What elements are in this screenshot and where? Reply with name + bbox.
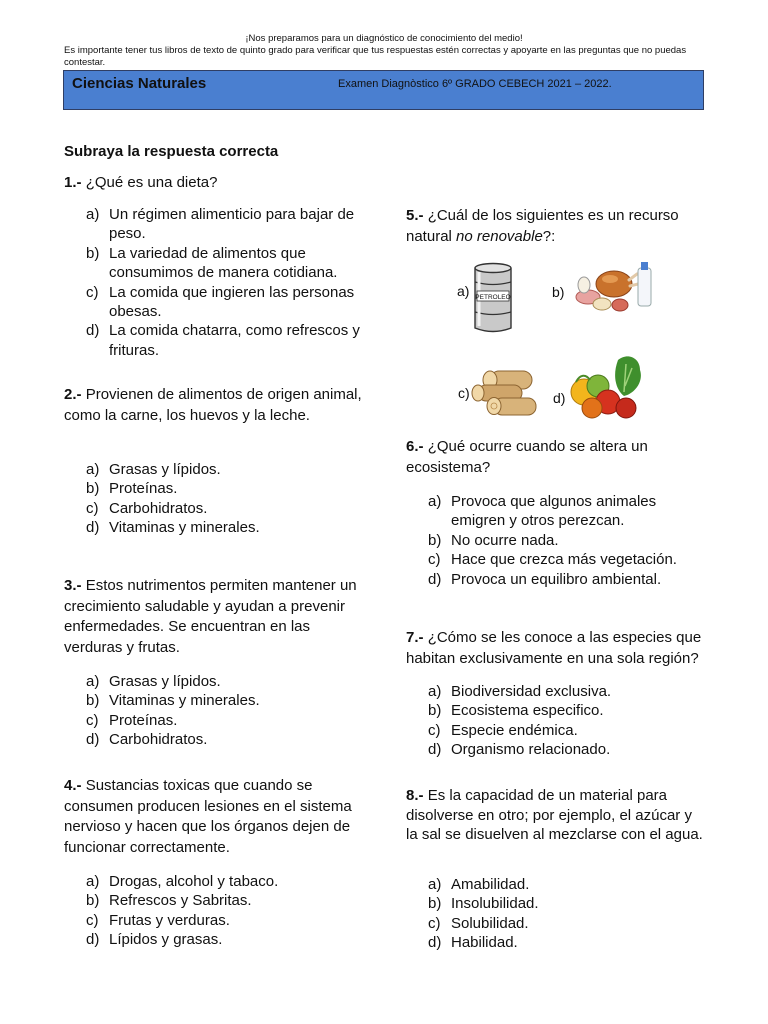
option[interactable] <box>86 479 366 498</box>
question-6 <box>406 437 706 478</box>
question-text: Sustancias toxicas que cuando se consumen producen lesiones en el sistema nervioso y hacen que los órganos dejen de funcionar correctamente. <box>64 777 352 857</box>
option-letter: c) <box>428 721 441 739</box>
option[interactable] <box>428 682 708 701</box>
firewood-logs-icon <box>470 368 538 418</box>
option-text: La comida chatarra, como refrescos y frituras. <box>109 322 360 359</box>
option-text: Lípidos y grasas. <box>109 931 223 949</box>
option-text: Insolubilidad. <box>451 895 539 913</box>
option[interactable] <box>86 518 366 537</box>
option[interactable] <box>86 283 366 322</box>
option-text: Carbohidratos. <box>109 499 208 517</box>
option-letter: c) <box>86 711 99 729</box>
header-topline: ¡Nos preparamos para un diagnóstico de conocimiento del medio! <box>245 33 523 44</box>
question-3 <box>64 576 364 659</box>
option-letter: a) <box>86 673 100 690</box>
option[interactable] <box>86 672 366 691</box>
question-number: 3.- <box>64 577 82 594</box>
option[interactable] <box>86 711 366 730</box>
option-letter: c) <box>86 283 99 301</box>
option-letter: b) <box>86 480 100 498</box>
question-number: 8.- <box>406 787 424 804</box>
question-text: ¿Cuál de los siguientes es un recurso natural <box>406 207 679 245</box>
option-letter: b) <box>428 702 442 720</box>
options-6 <box>428 492 708 589</box>
option-letter: a) <box>86 461 100 478</box>
question-4 <box>64 776 364 859</box>
options-8 <box>428 875 708 953</box>
option[interactable] <box>428 531 708 550</box>
question-text: Provienen de alimentos de origen animal, como la carne, los huevos y la leche. <box>64 386 362 424</box>
option[interactable] <box>86 460 366 479</box>
option-text: Habilidad. <box>451 934 518 952</box>
option[interactable] <box>86 691 366 710</box>
option[interactable] <box>86 911 366 930</box>
option[interactable] <box>86 205 366 244</box>
subject-title: Ciencias Naturales <box>72 75 207 92</box>
option-letter: d) <box>86 519 100 537</box>
option[interactable] <box>86 730 366 749</box>
question-7 <box>406 628 706 669</box>
option-text: Carbohidratos. <box>109 731 208 749</box>
option[interactable] <box>86 930 366 949</box>
option[interactable] <box>86 244 366 283</box>
option-text: Vitaminas y minerales. <box>109 519 260 537</box>
option-text: La variedad de alimentos que consumimos de manera cotidiana. <box>109 244 338 282</box>
option[interactable] <box>428 894 708 913</box>
options-1 <box>86 205 366 360</box>
option-letter: a) <box>428 493 442 510</box>
option-letter: b) <box>86 244 100 262</box>
option[interactable] <box>86 891 366 910</box>
picture-option-d[interactable] <box>550 352 650 422</box>
option-text: Organismo relacionado. <box>451 741 611 759</box>
question-number: 1.- <box>64 174 82 191</box>
option-text: Drogas, alcohol y tabaco. <box>109 873 279 890</box>
option-text: Provoca un equilibro ambiental. <box>451 570 662 588</box>
options-4 <box>86 872 366 950</box>
option-letter: a) <box>86 873 100 890</box>
option[interactable] <box>428 740 708 759</box>
food-proteins-icon <box>572 258 656 314</box>
option-letter: d) <box>86 322 100 340</box>
oil-barrel-icon <box>472 262 514 334</box>
question-text: Es la capacidad de un material para disolverse en otro; por ejemplo, el azúcar y la sal se disuelven al mezclarse con el agua. <box>406 787 703 844</box>
option-text: Hace que crezca más vegetación. <box>451 551 677 569</box>
option-text: Grasas y lípidos. <box>109 673 221 690</box>
option-letter: d) <box>86 731 100 749</box>
question-1 <box>64 173 364 194</box>
question-number: 7.- <box>406 629 424 646</box>
question-text: ¿Cómo se les conoce a las especies que habitan exclusivamente en una sola región? <box>406 629 702 667</box>
option[interactable] <box>428 721 708 740</box>
exam-title: Examen Diagnòstico 6º GRADO CEBECH 2021 – 2022. <box>338 78 612 90</box>
question-number: 2.- <box>64 386 82 403</box>
question-5 <box>406 206 706 247</box>
question-text: ¿Qué es una dieta? <box>85 174 218 191</box>
option[interactable] <box>428 570 708 589</box>
question-text-emphasis: no renovable <box>456 227 543 245</box>
option-letter: d) <box>428 570 442 588</box>
option[interactable] <box>428 701 708 720</box>
option-text: Ecosistema especifico. <box>451 702 604 720</box>
options-2 <box>86 460 366 538</box>
option-letter: c) <box>428 551 441 569</box>
question-text: Estos nutrimentos permiten mantener un crecimiento saludable y ayudan a prevenir enfermedades. Se encuentran en las verduras y frutas. <box>64 577 357 657</box>
option-letter: c) <box>86 499 99 517</box>
option-letter: d) <box>428 741 442 759</box>
picture-label-d: d) <box>553 390 566 406</box>
option-letter: d) <box>428 934 442 952</box>
option-letter: b) <box>86 892 100 910</box>
question-number: 5.- <box>406 207 424 224</box>
option-text: Proteínas. <box>109 711 178 729</box>
options-3 <box>86 672 366 750</box>
option-letter: a) <box>86 206 100 223</box>
option[interactable] <box>428 914 708 933</box>
option-letter: a) <box>428 683 442 700</box>
header-intro: Es importante tener tus libros de texto de quinto grado para verificar que tus respuestas estén correctas y apoyarte en las preguntas que no puedas contestar. <box>64 45 687 68</box>
question-8 <box>406 786 706 845</box>
option-letter: c) <box>428 914 441 932</box>
option-text: Un régimen alimenticio para bajar de peso. <box>109 206 355 243</box>
option-letter: b) <box>428 895 442 913</box>
option[interactable] <box>428 875 708 894</box>
exam-banner <box>63 70 704 110</box>
option-letter: b) <box>86 692 100 710</box>
option[interactable] <box>86 872 366 891</box>
option-text: Frutas y verduras. <box>109 911 230 929</box>
option-text: No ocurre nada. <box>451 531 559 549</box>
option-text: La comida que ingieren las personas obesas. <box>109 283 355 321</box>
options-7 <box>428 682 708 760</box>
option-letter: b) <box>428 531 442 549</box>
option[interactable] <box>428 550 708 569</box>
option-letter: c) <box>86 911 99 929</box>
question-text-end: ?: <box>542 227 556 245</box>
option-text: Proteínas. <box>109 480 178 498</box>
option[interactable] <box>428 933 708 952</box>
picture-option-b[interactable] <box>550 258 658 314</box>
option[interactable] <box>86 499 366 518</box>
option-text: Provoca que algunos animales emigren y otros perezcan. <box>451 493 657 530</box>
picture-label-c: c) <box>458 385 470 401</box>
question-number: 4.- <box>64 777 82 794</box>
option[interactable] <box>428 492 708 531</box>
option-text: Solubilidad. <box>451 914 529 932</box>
option-text: Especie endémica. <box>451 721 578 739</box>
question-text: ¿Qué ocurre cuando se altera un ecosistema? <box>406 438 648 476</box>
fruits-vegetables-icon <box>568 352 648 422</box>
option-letter: a) <box>428 876 442 893</box>
question-number: 6.- <box>406 438 424 455</box>
option-text: Amabilidad. <box>451 876 530 893</box>
picture-label-a: a) <box>457 283 470 299</box>
option-text: Vitaminas y minerales. <box>109 692 260 710</box>
picture-option-a[interactable] <box>452 262 522 334</box>
option-text: Biodiversidad exclusiva. <box>451 683 612 700</box>
question-2 <box>64 385 364 426</box>
option-text: Refrescos y Sabritas. <box>109 892 252 910</box>
option[interactable] <box>86 321 366 360</box>
option-letter: d) <box>86 931 100 949</box>
picture-label-b: b) <box>552 284 565 300</box>
instruction: Subraya la respuesta correcta <box>64 143 279 160</box>
barrel-label: PETROLEO <box>475 294 511 301</box>
picture-option-c[interactable] <box>456 368 538 418</box>
option-text: Grasas y lípidos. <box>109 461 221 478</box>
